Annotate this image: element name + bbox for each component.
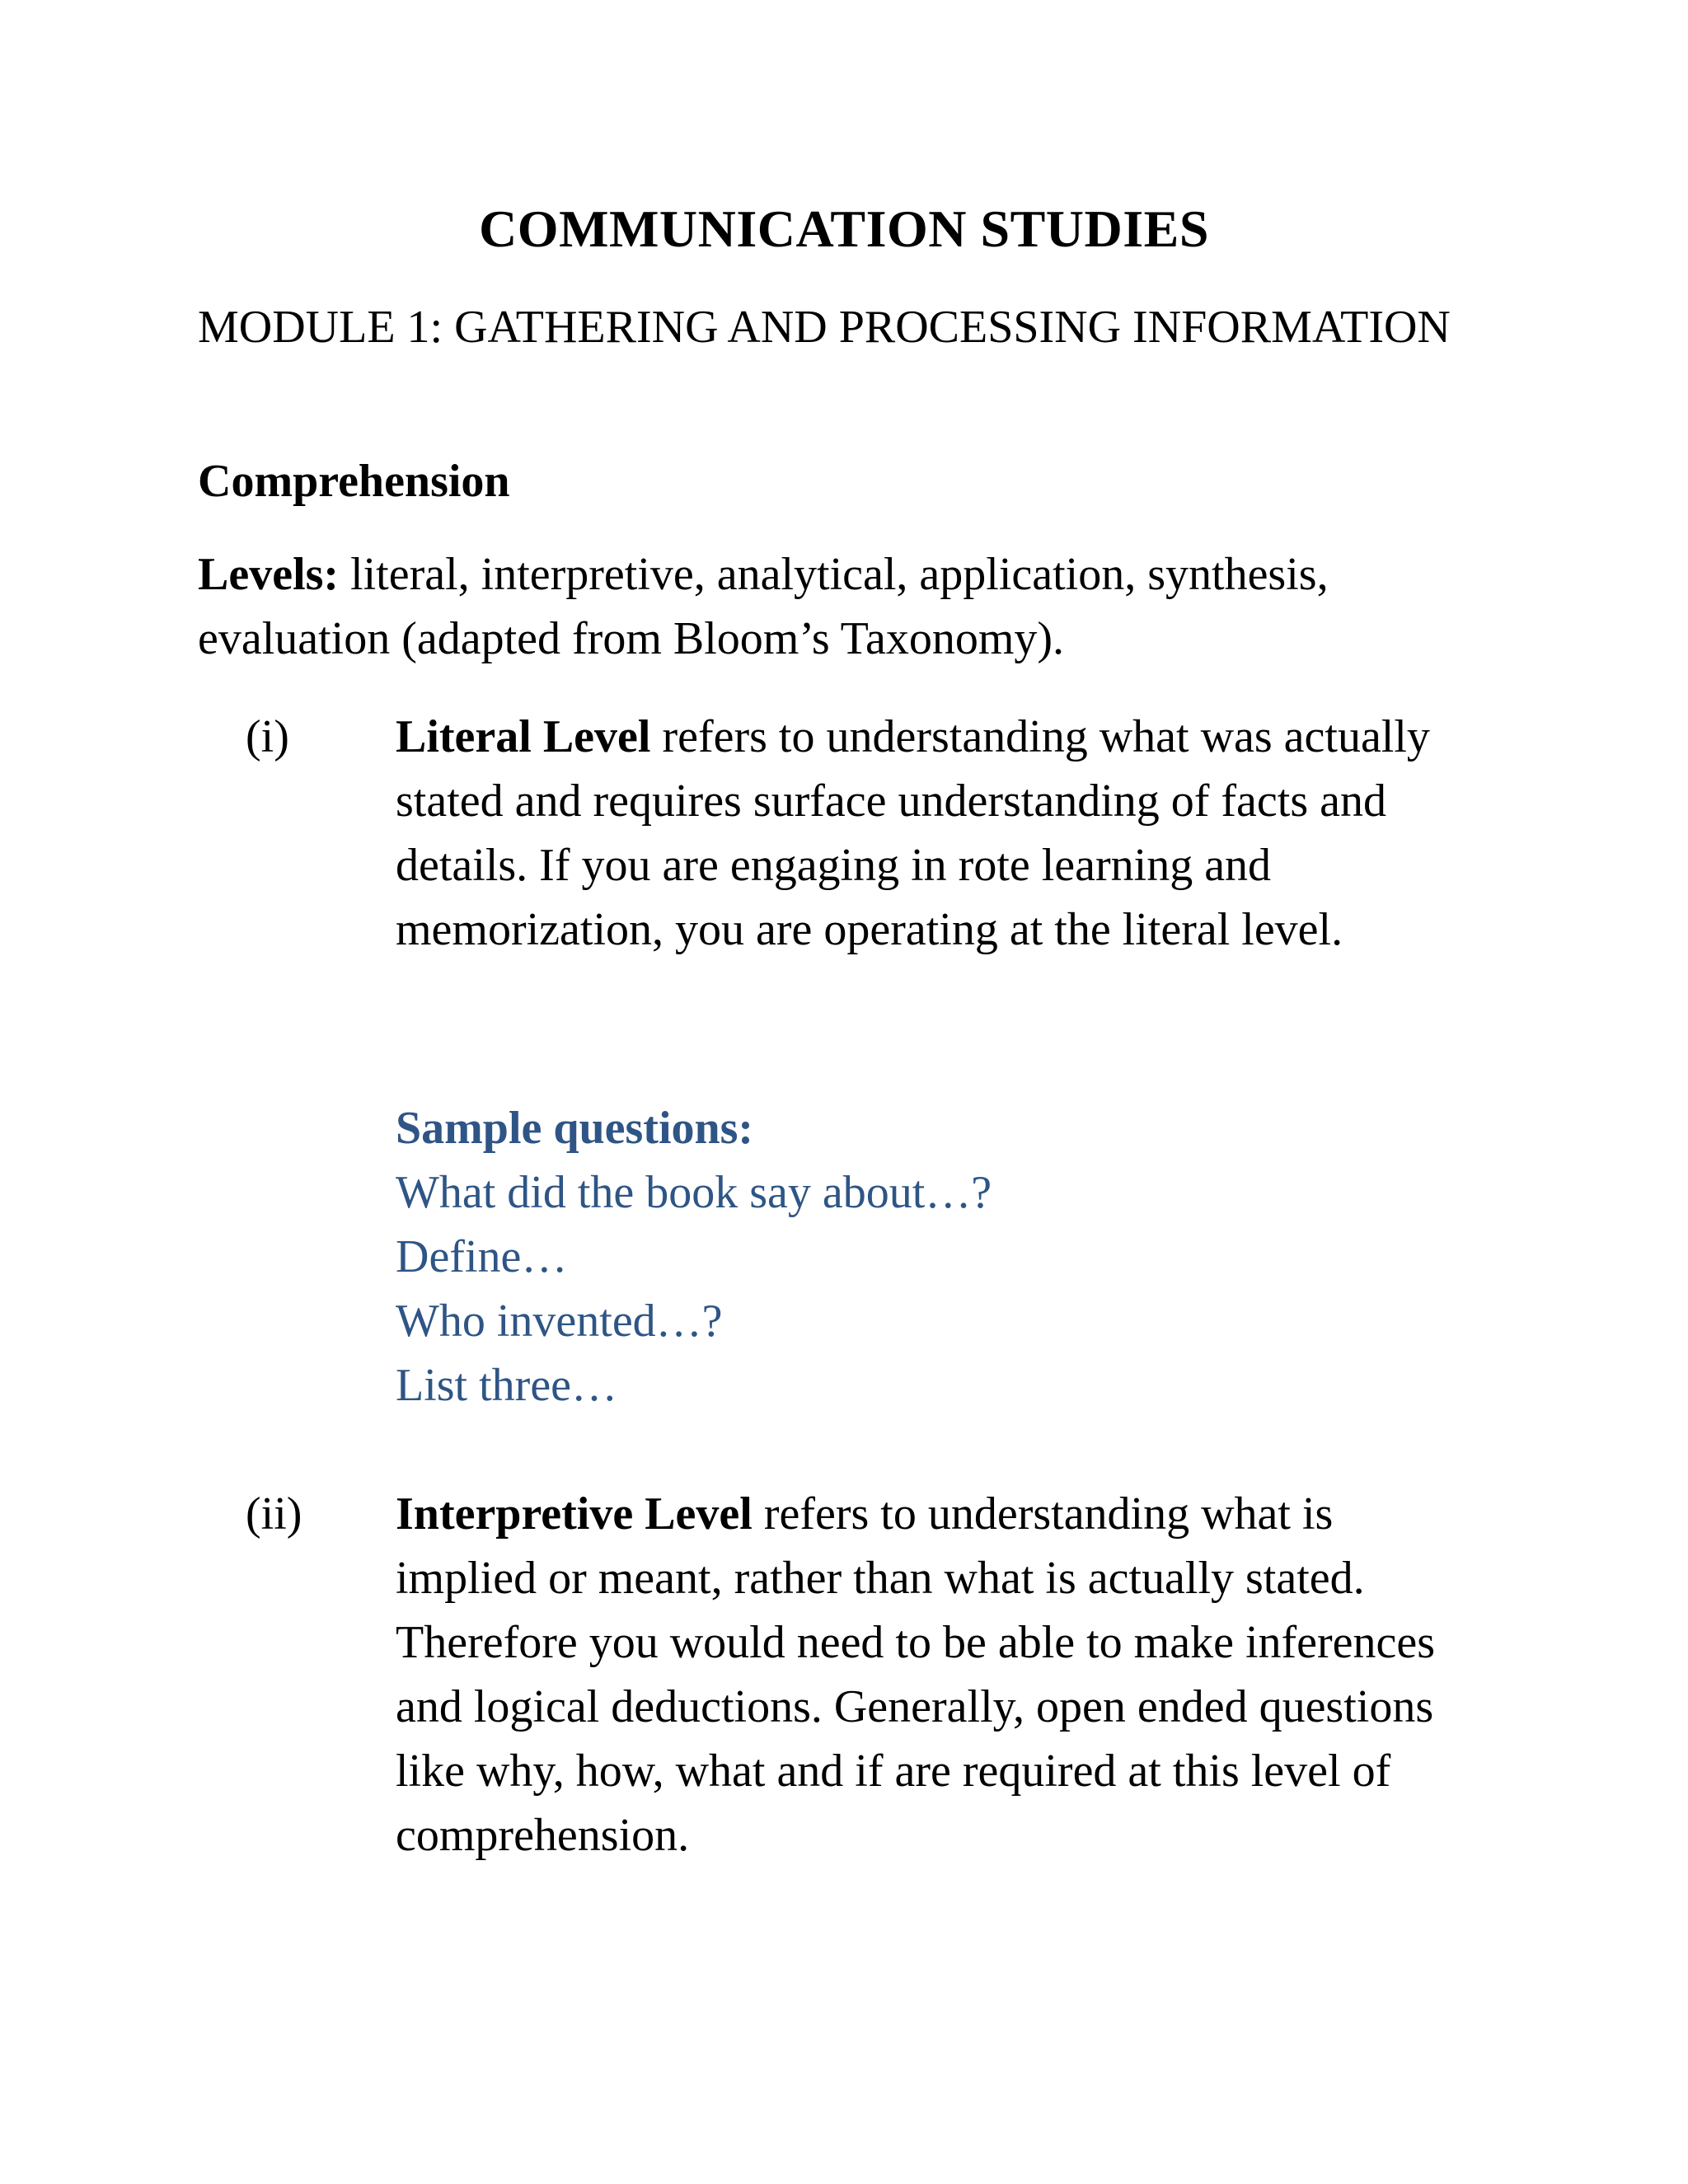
levels-paragraph (198, 542, 1467, 671)
sample-question: Define… (396, 1231, 568, 1282)
interpretive-level-term: Interpretive Level (396, 1488, 753, 1540)
sample-questions (396, 1096, 1484, 1418)
sample-questions-heading: Sample questions: (396, 1103, 754, 1154)
interpretive-level-paragraph (396, 1482, 1484, 1868)
sample-question: Who invented…? (396, 1296, 723, 1347)
sample-question: What did the book say about…? (396, 1167, 992, 1218)
list-marker-i: (i) (246, 711, 289, 762)
levels-text: literal, interpretive, analytical, application, synthesis, evaluation (adapted from Bloom’s Taxonomy). (198, 549, 1329, 664)
interpretive-level-text: refers to understanding what is implied or meant, rather than what is actually stated. Therefore you would need to be able to make inferences and logical deductions. Generally, open ended questions like why, how, what and if are required at this level of comprehension. (396, 1488, 1436, 1861)
section-heading: Comprehension (198, 456, 510, 507)
module-heading: MODULE 1: GATHERING AND PROCESSING INFORMATION (198, 302, 1451, 353)
literal-level-term: Literal Level (396, 711, 651, 762)
page-title: COMMUNICATION STUDIES (479, 199, 1209, 258)
list-marker-ii: (ii) (246, 1488, 302, 1540)
levels-label: Levels: (198, 549, 340, 600)
sample-question: List three… (396, 1360, 618, 1411)
literal-level-text: refers to understanding what was actually stated and requires surface understanding of facts and details. If you are engaging in rote learning and memorization, you are operating at the literal level. (396, 711, 1430, 955)
literal-level-paragraph (396, 705, 1484, 962)
